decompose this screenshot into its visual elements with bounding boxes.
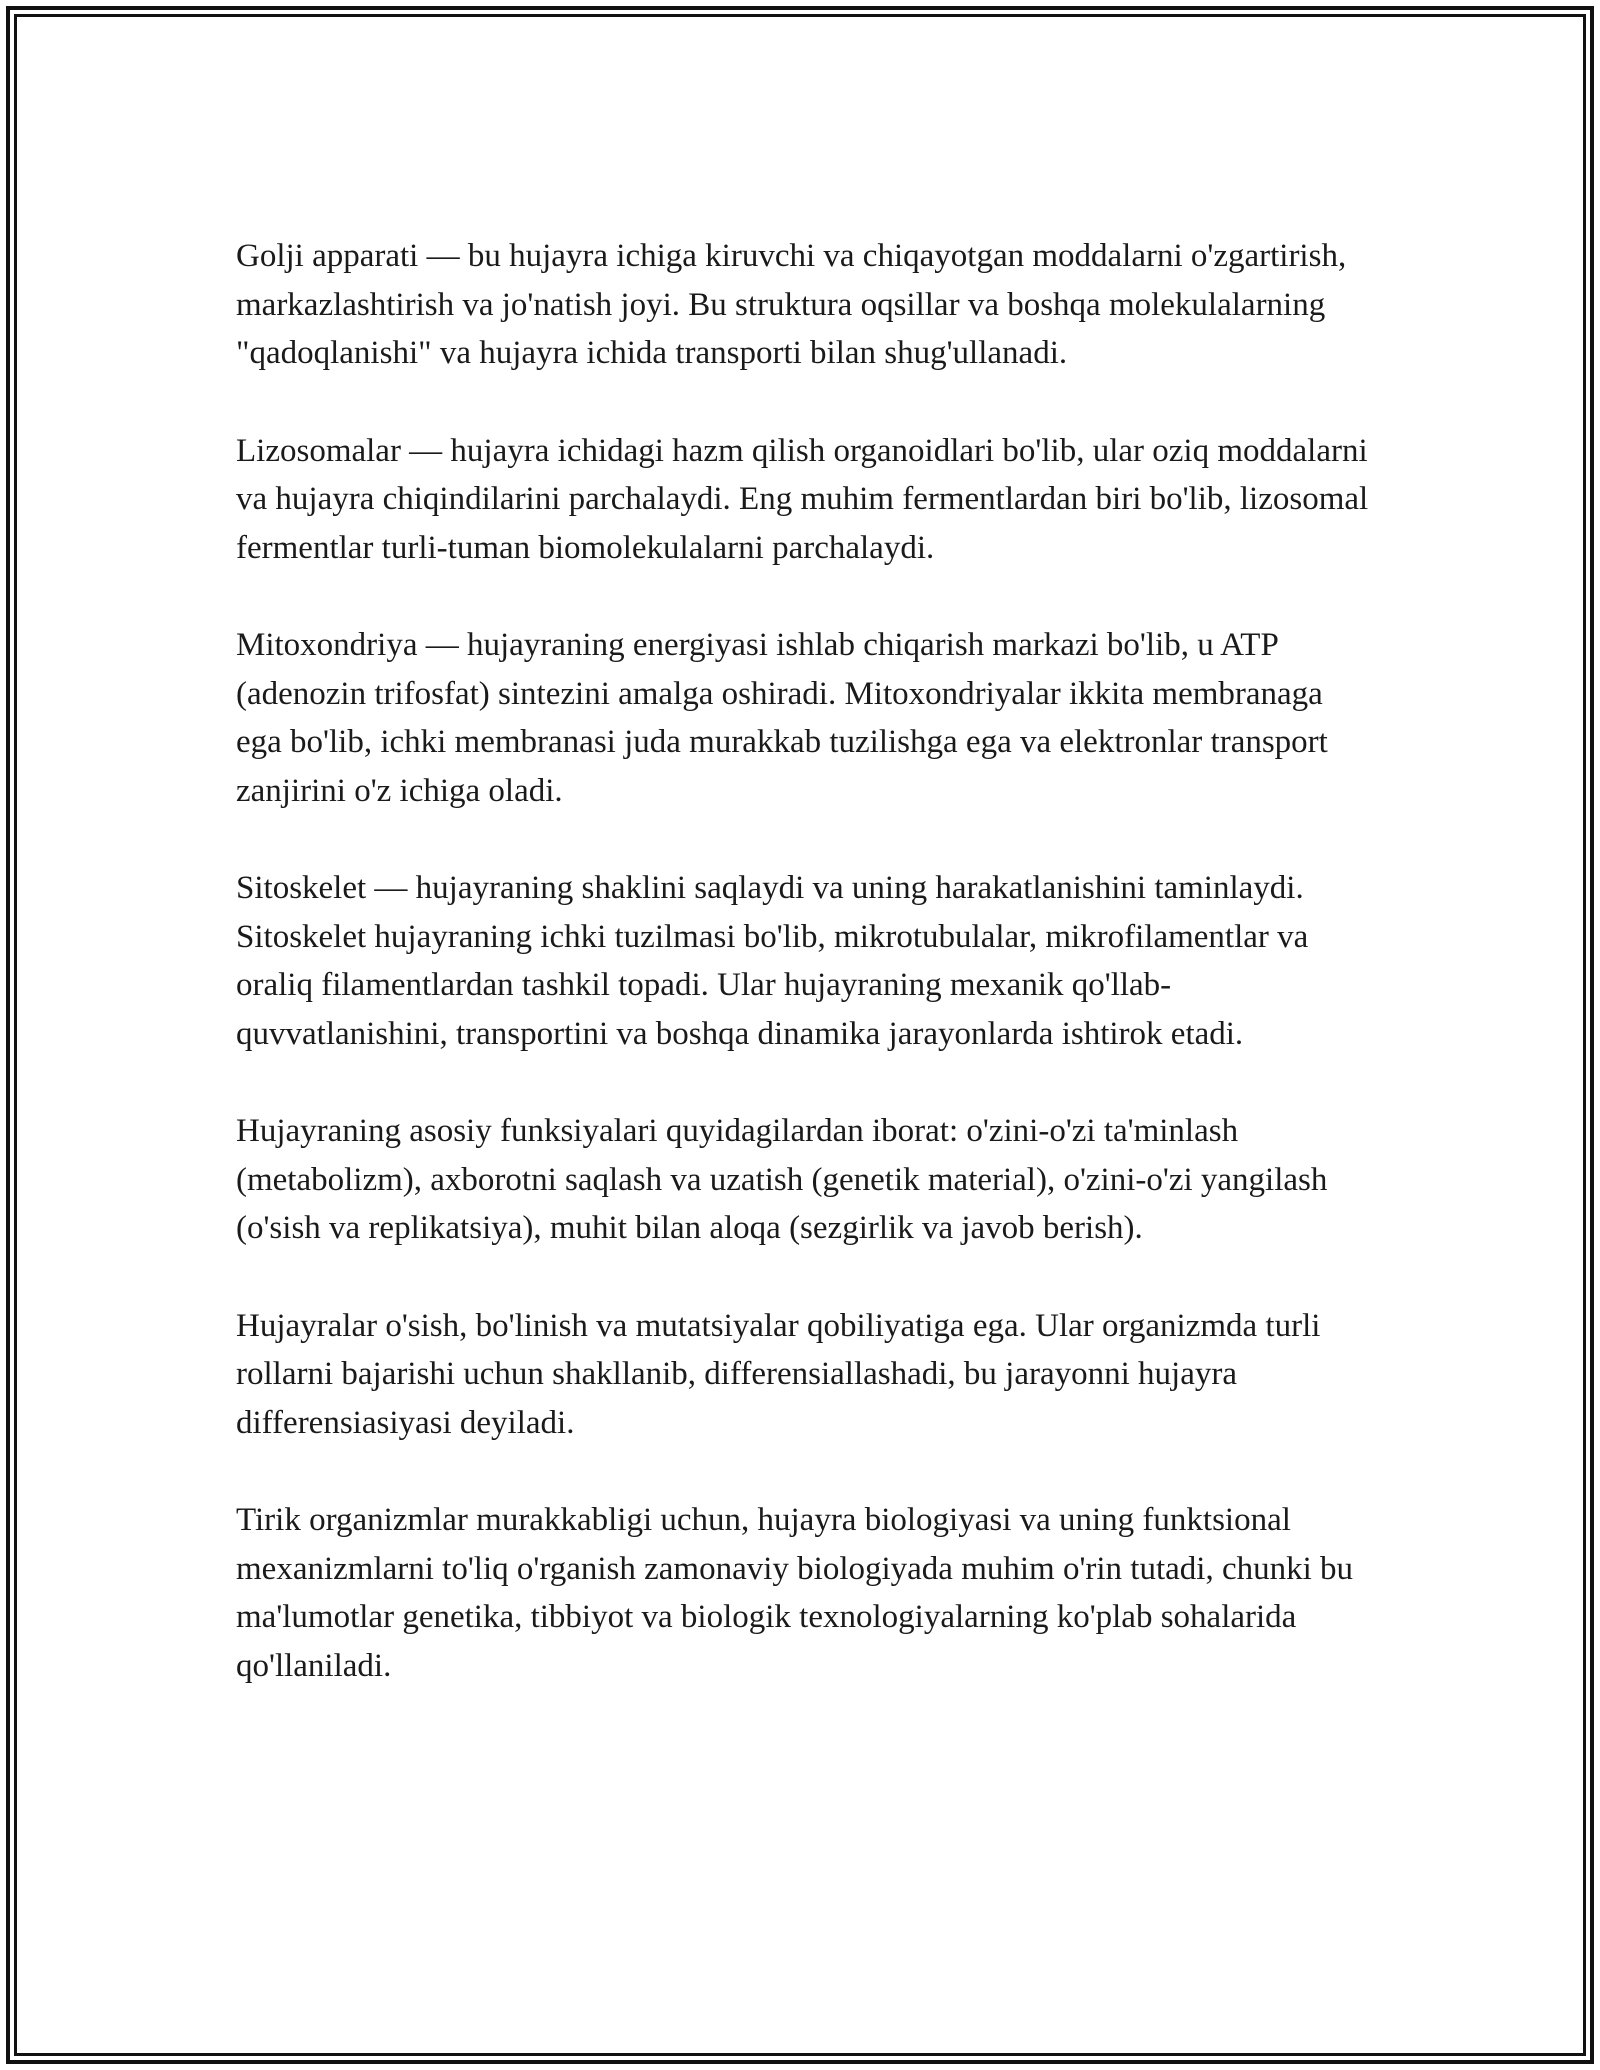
paragraph-conclusion: Tirik organizmlar murakkabligi uchun, hujayra biologiyasi va uning funktsional mexanizmlarni to'liq o'rganish zamonaviy biologiyada muhim o'rin tutadi, chunki bu ma'lumotlar genetika, tibbiyot va biologik texnologiyalarning ko'plab sohalarida qo'llaniladi.: [236, 1502, 1354, 1684]
paragraph-mitochondria: Mitoxondriya — hujayraning energiyasi ishlab chiqarish markazi bo'lib, u ATP (adenozin trifosfat) sintezini amalga oshiradi. Mitoxondriyalar ikkita membranaga ega bo'lib, ichki membranasi juda murakkab tuzilishga ega va elektronlar transport zanjirini o'z ichiga oladi.: [236, 627, 1328, 809]
paragraph-golgi: Golji apparati — bu hujayra ichiga kiruvchi va chiqayotgan moddalarni o'zgartirish, markazlashtirish va jo'natish joyi. Bu struktura oqsillar va boshqa molekulalarning "qadoqlanishi" va hujayra ichida transporti bilan shug'ullanadi.: [236, 238, 1347, 371]
paragraph-cell-growth: Hujayralar o'sish, bo'linish va mutatsiyalar qobiliyatiga ega. Ular organizmda turli rollarni bajarishi uchun shakllanib, differensiallashadi, bu jarayonni hujayra differensiasiyasi deyiladi.: [236, 1307, 1321, 1441]
paragraph-cell-functions: Hujayraning asosiy funksiyalari quyidagilardan iborat: o'zini-o'zi ta'minlash (metabolizm), axborotni saqlash va uzatish (genetik material), o'zini-o'zi yangilash (o'sish va replikatsiya), muhit bilan aloqa (sezgirlik va javob berish).: [236, 1113, 1328, 1246]
paragraph-cytoskeleton: Sitoskelet — hujayraning shaklini saqlaydi va uning harakatlanishini taminlaydi. Sitoskelet hujayraning ichki tuzilmasi bo'lib, mikrotubulalar, mikrofilamentlar va oraliq filamentlardan tashkil topadi. Ular hujayraning mexanik qo'llab-quvvatlanishini, transportini va boshqa dinamika jarayonlarda ishtirok etadi.: [236, 870, 1309, 1052]
paragraph-lysosomes: Lizosomalar — hujayra ichidagi hazm qilish organoidlari bo'lib, ular oziq moddalarni va hujayra chiqindilarini parchalaydi. Eng muhim fermentlardan biri bo'lib, lizosomal fermentlar turli-tuman biomolekulalarni parchalaydi.: [236, 432, 1369, 566]
document-body: [236, 232, 1376, 1690]
